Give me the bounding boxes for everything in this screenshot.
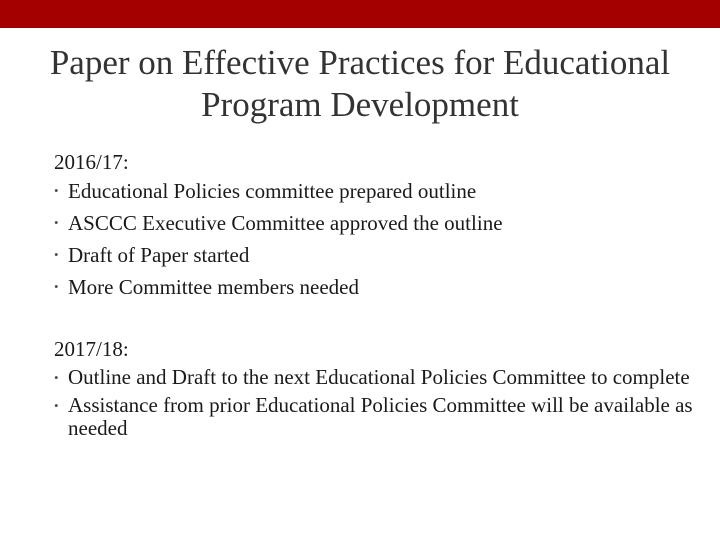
section-heading: 2017/18: xyxy=(54,337,129,361)
bullet-icon: • xyxy=(54,398,59,413)
list-item-text: More Committee members needed xyxy=(68,275,359,299)
top-accent-bar xyxy=(0,0,720,28)
list-item-text: Outline and Draft to the next Educational Policies Committee to complete xyxy=(68,365,690,389)
slide-title-line-1: Paper on Effective Practices for Educational xyxy=(49,43,671,82)
list-item-text: Assistance from prior Educational Policies Committee will be available as needed xyxy=(68,393,693,440)
bullet-icon: • xyxy=(54,183,59,198)
list-item xyxy=(54,394,694,440)
bullet-icon: • xyxy=(54,370,59,385)
bullet-icon: • xyxy=(54,279,59,294)
list-item-text: Educational Policies committee prepared outline xyxy=(68,179,477,203)
slide-title-line-2: Program Development xyxy=(201,85,519,124)
list-item xyxy=(54,211,694,235)
bullet-list xyxy=(54,366,694,440)
list-item xyxy=(54,366,694,389)
bullet-icon: • xyxy=(54,215,59,230)
bullet-list xyxy=(54,179,694,299)
list-item xyxy=(54,275,694,299)
list-item xyxy=(54,243,694,267)
section-2016-17 xyxy=(54,150,694,299)
list-item-text: ASCCC Executive Committee approved the outline xyxy=(68,211,503,235)
slide-body xyxy=(54,150,694,445)
list-item-text: Draft of Paper started xyxy=(68,243,250,267)
section-2017-18 xyxy=(54,337,694,440)
list-item xyxy=(54,179,694,203)
slide-title xyxy=(0,42,720,126)
section-heading: 2016/17: xyxy=(54,150,129,174)
bullet-icon: • xyxy=(54,247,59,262)
